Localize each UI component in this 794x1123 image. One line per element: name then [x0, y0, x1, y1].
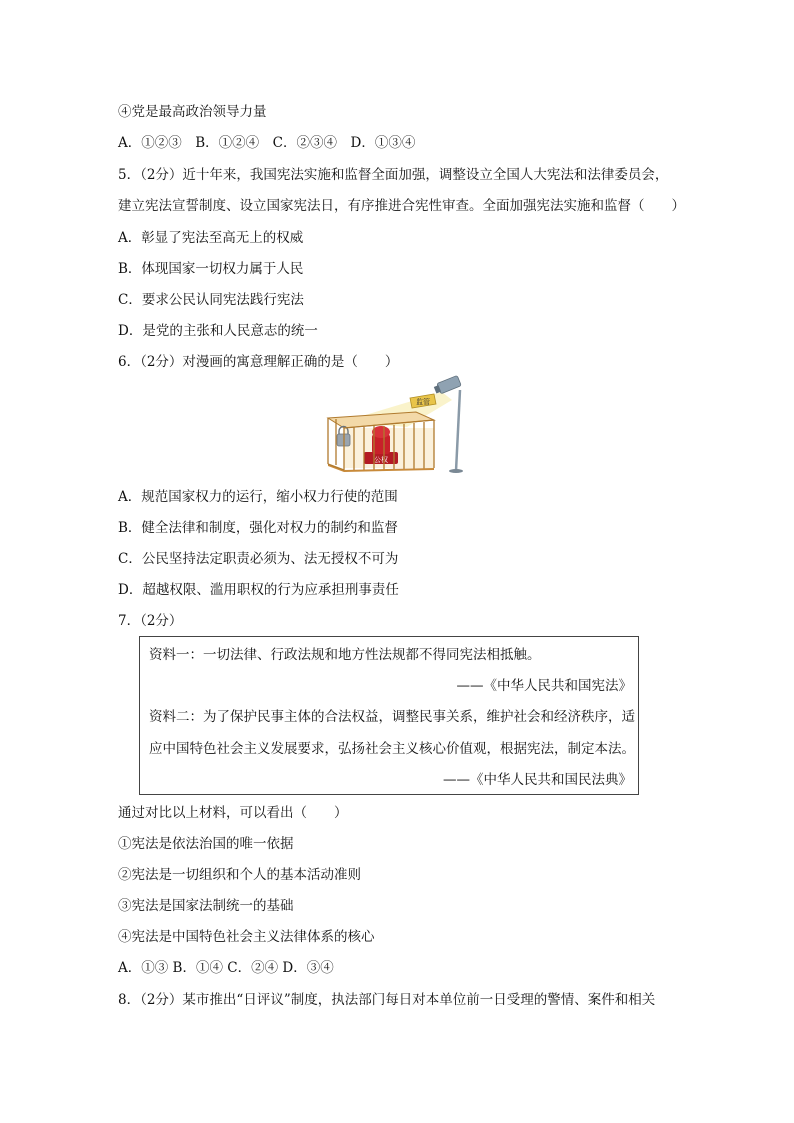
q6-stem: 6．（2分）对漫画的寓意理解正确的是（ ）	[118, 354, 399, 370]
material-2-source: ——《中华人民共和国民法典》	[443, 772, 632, 788]
q8-stem-line1: 8．（2分）某市推出“日评议”制度，执法部门每日对本单位前一日受理的警情、案件和相关	[118, 992, 656, 1008]
q6-option-c: C．公民坚持法定职责必须为、法无授权不可为	[118, 551, 399, 567]
q7-statement-3: ③宪法是国家法制统一的基础	[118, 898, 294, 914]
material-1: 资料一：一切法律、行政法规和地方性法规都不得同宪法相抵触。	[149, 647, 541, 663]
materials-box	[139, 636, 639, 795]
stamp-handle	[372, 426, 390, 438]
stamp-label: 公权	[374, 456, 388, 464]
material-2-line1: 资料二：为了保护民事主体的合法权益，调整民事关系，维护社会和经济秩序，适	[149, 709, 635, 725]
q6-option-b: B．健全法律和制度，强化对权力的制约和监督	[118, 520, 398, 536]
q7-statement-4: ④宪法是中国特色社会主义法律体系的核心	[118, 929, 375, 945]
q6-option-d: D．超越权限、滥用职权的行为应承担刑事责任	[118, 582, 399, 598]
q5-option-c: C．要求公民认同宪法践行宪法	[118, 292, 304, 308]
q7-stem: 7．（2分）	[118, 613, 183, 629]
cage-top	[328, 412, 434, 428]
q5-option-d: D．是党的主张和人民意志的统一	[118, 323, 318, 339]
q4-choices: A．①②③ B．①②④ C．②③④ D．①③④	[118, 135, 416, 151]
q5-option-b: B．体现国家一切权力属于人民	[118, 261, 304, 277]
camera-icon	[433, 375, 461, 395]
q4-option-4: ④党是最高政治领导力量	[118, 104, 267, 120]
q5-option-a: A．彰显了宪法至高无上的权威	[118, 230, 304, 246]
material-2-line2: 应中国特色社会主义发展要求，弘扬社会主义核心价值观，根据宪法，制定本法。	[149, 741, 635, 757]
cartoon-illustration	[322, 372, 472, 474]
sign-label: 监管	[416, 398, 430, 406]
q5-stem-line2: 建立宪法宣誓制度、设立国家宪法日，有序推进合宪性审查。全面加强宪法实施和监督（ ）	[118, 198, 685, 214]
q7-statement-2: ②宪法是一切组织和个人的基本活动准则	[118, 867, 361, 883]
camera-pole	[456, 390, 460, 471]
q7-choices: A．①③ B．①④ C．②④ D．③④	[118, 960, 334, 976]
q7-question: 通过对比以上材料，可以看出（ ）	[118, 805, 348, 821]
q6-option-a: A．规范国家权力的运行，缩小权力行使的范围	[118, 489, 398, 505]
material-1-source: ——《中华人民共和国宪法》	[456, 678, 632, 694]
q7-statement-1: ①宪法是依法治国的唯一依据	[118, 836, 294, 852]
q5-stem-line1: 5．（2分）近十年来，我国宪法实施和监督全面加强，调整设立全国人大宪法和法律委员会，	[118, 167, 669, 183]
